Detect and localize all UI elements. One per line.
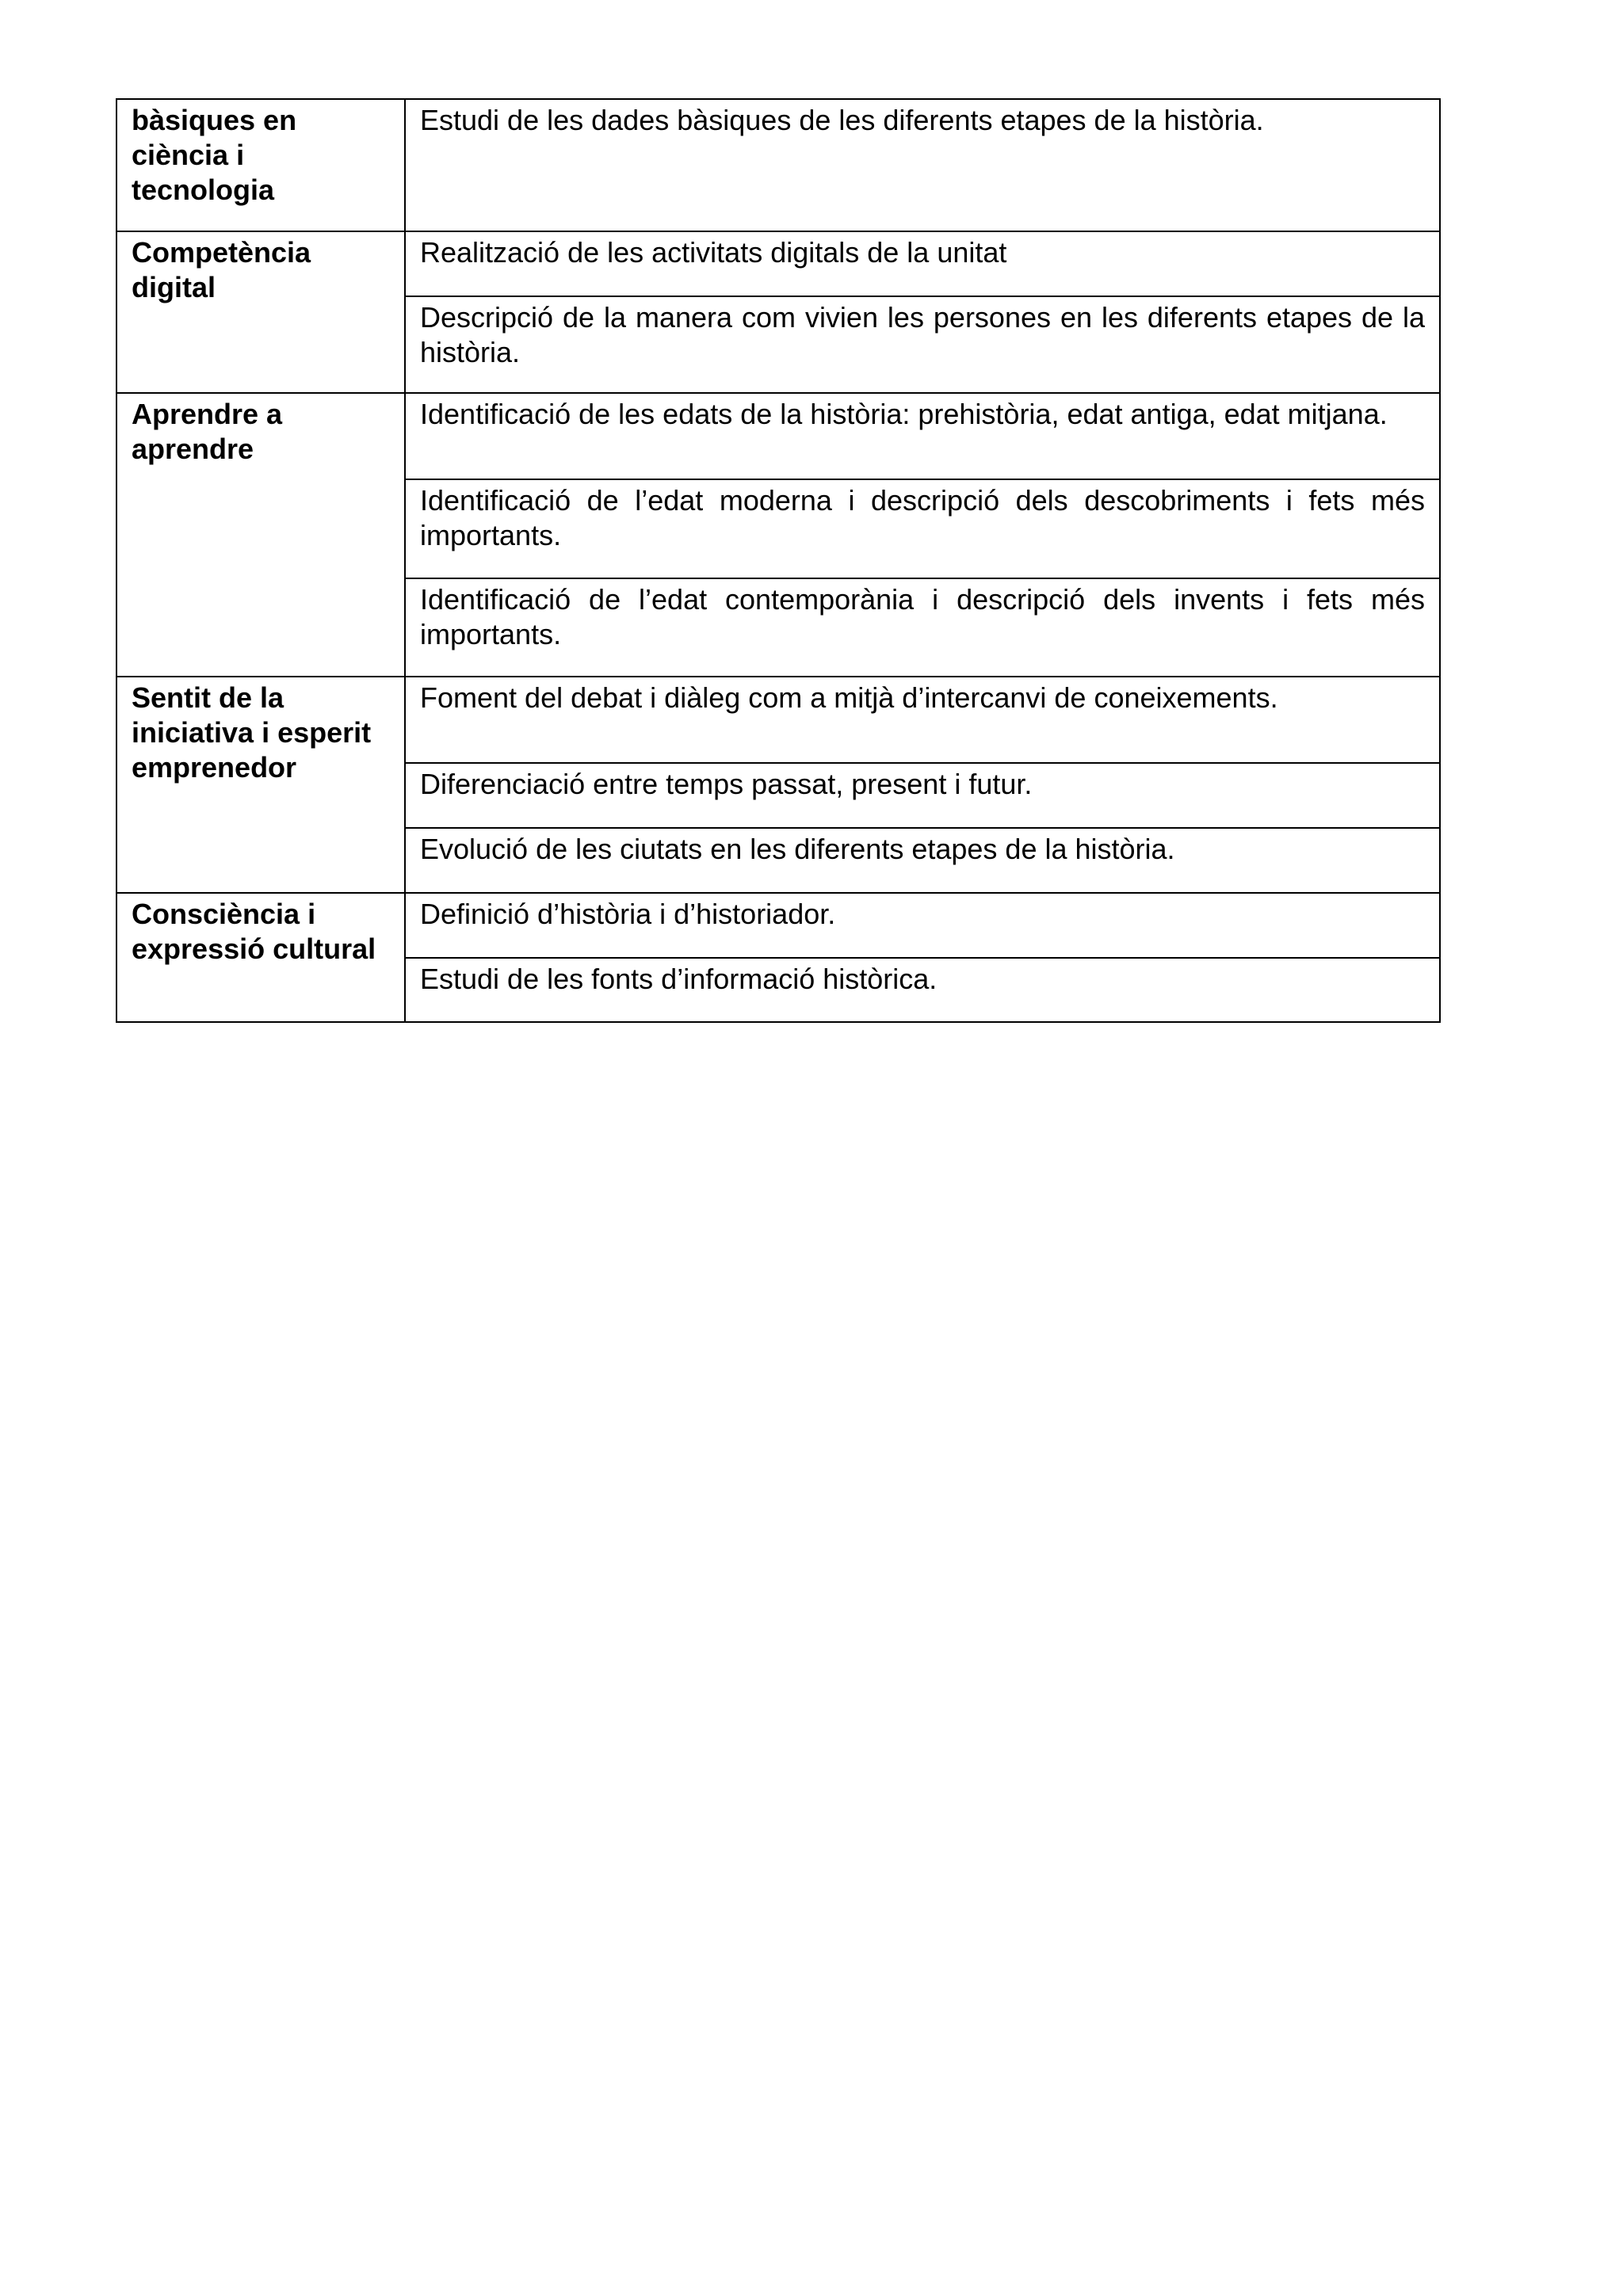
table-row <box>116 99 1440 231</box>
activity-cell: Realització de les activitats digitals de la unitat <box>405 231 1440 296</box>
activity-cell: Descripció de la manera com vivien les persones en les diferents etapes de la història. <box>405 296 1440 393</box>
activity-cell: Foment del debat i diàleg com a mitjà d’intercanvi de coneixements. <box>405 677 1440 763</box>
table-row <box>116 893 1440 958</box>
activity-cell: Definició d’història i d’historiador. <box>405 893 1440 958</box>
activity-cell: Identificació de les edats de la història: prehistòria, edat antiga, edat mitjana. <box>405 393 1440 479</box>
competence-label: Sentit de la iniciativa i esperit emprenedor <box>116 677 405 893</box>
competence-label: Competència digital <box>116 231 405 393</box>
competence-label: Consciència i expressió cultural <box>116 893 405 1022</box>
activity-cell: Identificació de l’edat contemporània i descripció dels invents i fets més importants. <box>405 578 1440 677</box>
activity-cell: Diferenciació entre temps passat, present i futur. <box>405 763 1440 828</box>
table-row <box>116 231 1440 296</box>
table-row <box>116 393 1440 479</box>
activity-cell: Evolució de les ciutats en les diferents etapes de la història. <box>405 828 1440 893</box>
activity-cell: Estudi de les dades bàsiques de les diferents etapes de la història. <box>405 99 1440 231</box>
activity-cell: Identificació de l’edat moderna i descripció dels descobriments i fets més importants. <box>405 479 1440 578</box>
competence-label: bàsiques en ciència i tecnologia <box>116 99 405 231</box>
competencies-table <box>116 98 1441 1023</box>
table-row <box>116 677 1440 763</box>
activity-cell: Estudi de les fonts d’informació històrica. <box>405 958 1440 1022</box>
competence-label: Aprendre a aprendre <box>116 393 405 677</box>
